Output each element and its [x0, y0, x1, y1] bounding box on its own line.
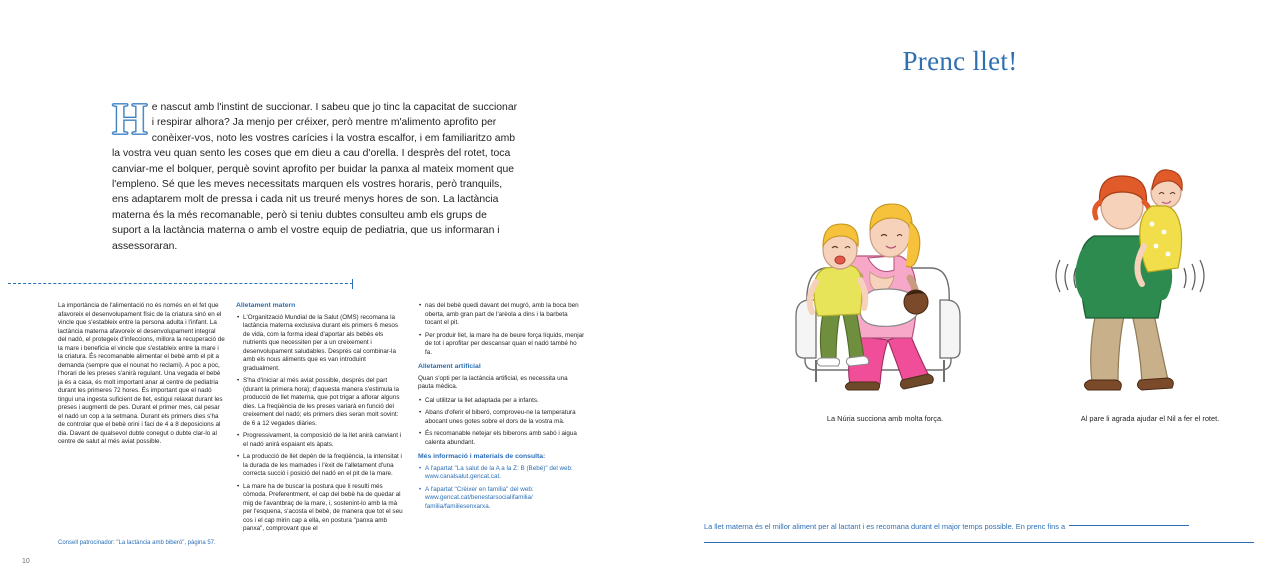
list-item: • Per produir llet, la mare ha de beure força líquids, menjar de tot i aprofitar per descansar quan el nadó també ho fa. [425, 332, 585, 358]
intro-paragraph [112, 93, 518, 254]
page-title: Prenc llet! [902, 46, 1018, 76]
artificial-feeding-intro: Quan s'opti per la lactància artificial, es necessita una pauta mèdica. [418, 374, 568, 390]
bottom-note [704, 522, 1254, 543]
list-item[interactable]: • A l'apartat "La salut de la A a la Z: B (Bebè)" del web: www.canalsalut.gencat.cat. [425, 465, 585, 482]
caption-left: La Núria succiona amb molta força. [826, 414, 944, 423]
bottom-note-text: La llet materna és el millor aliment per al lactant i es recomana durant el major temps possible. En prenc fins a [704, 522, 1066, 531]
caption-right: Al pare li agrada ajudar el Nil a fer el rotet. [1080, 414, 1220, 423]
list-item: • Cal utilitzar la llet adaptada per a infants. [425, 397, 585, 406]
breastfeeding-heading: Alletament matern [236, 302, 296, 309]
more-info-links [418, 465, 585, 512]
continuation-bullets [418, 302, 585, 357]
list-item: • Progressivament, la composició de la llet anirà canviant i el nadó anirà espaiant els àpats. [243, 432, 403, 449]
column-three [418, 302, 585, 515]
more-info-heading: Més informació i materials de consulta: [418, 453, 546, 460]
illustration-mother-nursing [750, 150, 1020, 400]
sponsor-footnote: Consell patrocinador: "La lactància amb biberó", pàgina 57. [58, 540, 216, 546]
list-item: • nas del bebè quedi davant del mugró, amb la boca ben oberta, amb gran part de l'arèola a dins i la barbeta tocant el pit. [425, 302, 585, 328]
list-item: • S'ha d'iniciar al més aviat possible, després del part (durant la primera hora); d'aquesta manera s'estimula la producció de llet materna, que pot trigar a aflorar alguns dies. La freqüència de les preses variarà en funció del creixement del nadó; els primers dies seran molt sovint: de 6 a 12 vegades diàries. [243, 377, 403, 428]
father-burping-drawing [1040, 150, 1230, 400]
list-item: • La mare ha de buscar la postura que li resulti més còmoda. Preferentment, el cap del bebè ha de quedar al mig de l'avantbraç de la mare, i, sostenint-lo amb la mà per l'esquena, s'acosta el bebè, de manera que tot el seu cos i el cap mirin cap a ella, en postura "panxa amb panxa", comprovant que el [243, 483, 403, 534]
intro-text: e nascut amb l'instint de succionar. I sabeu que jo tinc la capacitat de succionar i respirar alhora? Ja menjo per créixer, però mentre m'alimento aprofito per conèixer-vos, noto les vostres carícies i la vostra escalfor, i em familiaritzo amb la vostra veu quan sento les coses que em dieu a cau d'orella. I desprès del rotet, toca canviar-me el bolquer, perquè sovint aprofito per buidar la panxa al mateix moment que l'empleno. Sé que les meves necessitats marquen els vostres horaris, però tranquils, ens adaptarem molt de pressa i cada nit us treuré menys hores de son. La lactància materna és la més recomanable, però si teniu dubtes consulteu amb els grups de suport a la lactància materna o amb el vostre equip de pediatria, que us informaran i assessoraran. [112, 102, 518, 252]
mother-nursing-drawing [750, 150, 1020, 400]
column-one-paragraph: La importància de l'alimentació no és només en el fet que afavoreix el desenvolupament físic de la criatura sinó en el vincle que s'estableix entre la persona adulta i l'infant. La lactància materna afavoreix el desenvolupament integral del nadó, el protegeix d'infeccions, millora la recuperació de la mare i beneficia el vincle que s'estableix entre la mare i la criatura. És recomanable alimentar el bebè amb el pit a demanda (sempre que el nounat ho reclami). A poc a poc, l'horari de les preses s'anirà regulant. Una vegada el bebè ja és a casa, és molt important anar al centre de pediatria durant les primeres 72 hores. És important que el nadó tingui una ingesta suficient de llet, estigui relaxat durant les preses i augmenti de pes. Durant el primer mes, cal pesar el nadó un cop a la setmana. Durant els primers dies s'ha de controlar que el bebè orini i faci de 4 a 8 deposicions al dia. Davant de qualsevol dubte conegut o dubte clar-lo al centre de salut al més aviat possible. [58, 302, 225, 445]
illustration-father-burping [1040, 150, 1230, 400]
three-column-body [58, 302, 588, 552]
right-page [640, 0, 1280, 585]
list-item: • Abans d'oferir el biberó, comproveu-ne la temperatura abocant unes gotes sobre el dors de la vostra mà. [425, 409, 585, 426]
list-item[interactable]: • A l'apartat "Crèixer en família" del web: www.gencat.cat/benestarsocialifamilia/ familia/familiesenxarxa. [425, 486, 585, 512]
fill-in-blank-line[interactable] [1069, 525, 1189, 526]
list-item: • L'Organització Mundial de la Salut (OMS) recomana la lactància materna exclusiva durant els primers 6 mesos de vida, com la forma ideal d'aportar als bebès els nutrients que necessiten per a un creixement i desenvolupament saludables. Després cal combinar-la amb els nous aliments que es van introduint gradualment. [243, 314, 403, 374]
column-two [236, 302, 403, 538]
artificial-feeding-bullets [418, 397, 585, 448]
list-item: • És recomanable netejar els biberons amb sabó i aigua calenta abundant. [425, 430, 585, 447]
artificial-feeding-heading: Alletament artificial [418, 363, 481, 370]
bottom-rule [704, 542, 1254, 543]
list-item: • La producció de llet depèn de la freqüència, la intensitat i la durada de les mamades i l'èxit de l'alletament d'una correcta succió i posició del nadó en el pit de la mare. [243, 453, 403, 479]
column-one [58, 302, 225, 452]
dashed-divider [8, 283, 353, 284]
page-number: 10 [22, 558, 30, 565]
drop-cap: H [112, 93, 148, 144]
breastfeeding-bullets [236, 314, 403, 534]
